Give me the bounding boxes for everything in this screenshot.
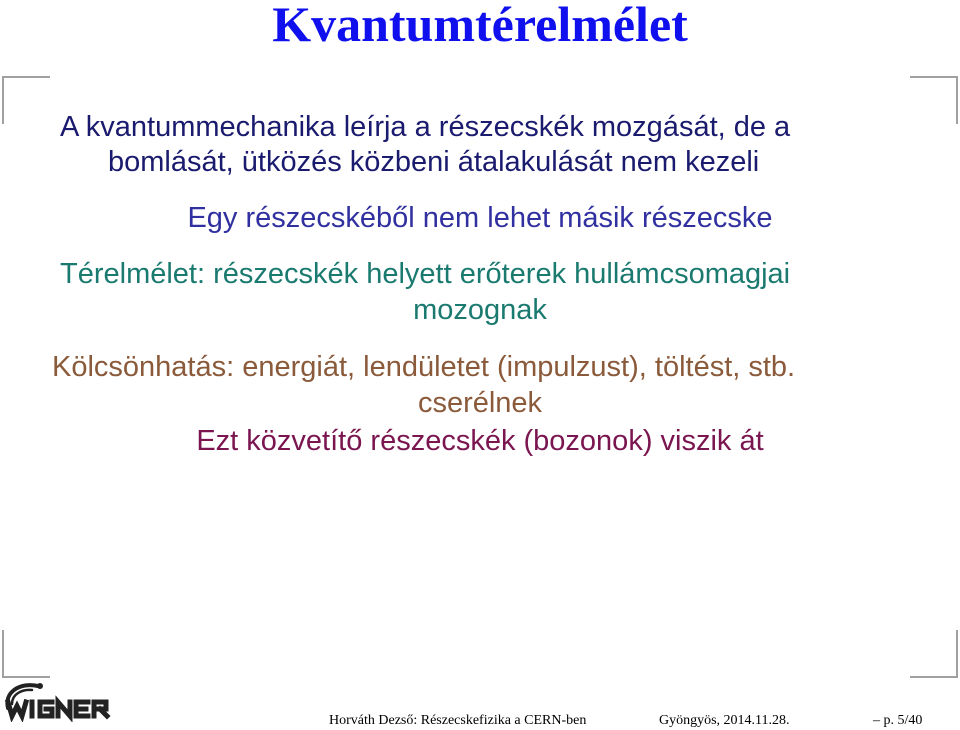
- bullet-line-1b: bomlását, ütközés közbeni átalakulását nem kezeli: [108, 146, 760, 178]
- frame-corner-top-left: [2, 76, 50, 124]
- slide-title: Kvantumtérelmélet: [272, 0, 688, 52]
- frame-corner-bottom-right: [910, 630, 958, 678]
- bullet-line-3a: Térelmélet: részecskék helyett erőterek hullámcsomagjai: [60, 258, 791, 290]
- bullet-line-2: Egy részecskéből nem lehet másik részecske: [187, 202, 773, 234]
- bullet-line-5: Ezt közvetítő részecskék (bozonok) viszik át: [196, 425, 764, 457]
- bullet-line-1a: A kvantummechanika leírja a részecskék mozgását, de a: [60, 111, 791, 143]
- footer-author-title: Horváth Dezső: Részecskefizika a CERN-ben: [329, 713, 587, 728]
- bullet-line-3b: mozognak: [413, 294, 547, 326]
- footer-page-number: – p. 5/40: [873, 713, 923, 728]
- footer-location-date: Gyöngyös, 2014.11.28.: [659, 713, 790, 728]
- bullet-line-4a: Kölcsönhatás: energiát, lendületet (impulzust), töltést, stb.: [52, 351, 796, 383]
- wigner-logo: [2, 678, 120, 722]
- bullet-line-4b: cserélnek: [417, 387, 543, 419]
- frame-corner-bottom-left: [2, 630, 50, 678]
- wigner-logo-icon: [2, 678, 120, 722]
- frame-corner-top-right: [910, 76, 958, 124]
